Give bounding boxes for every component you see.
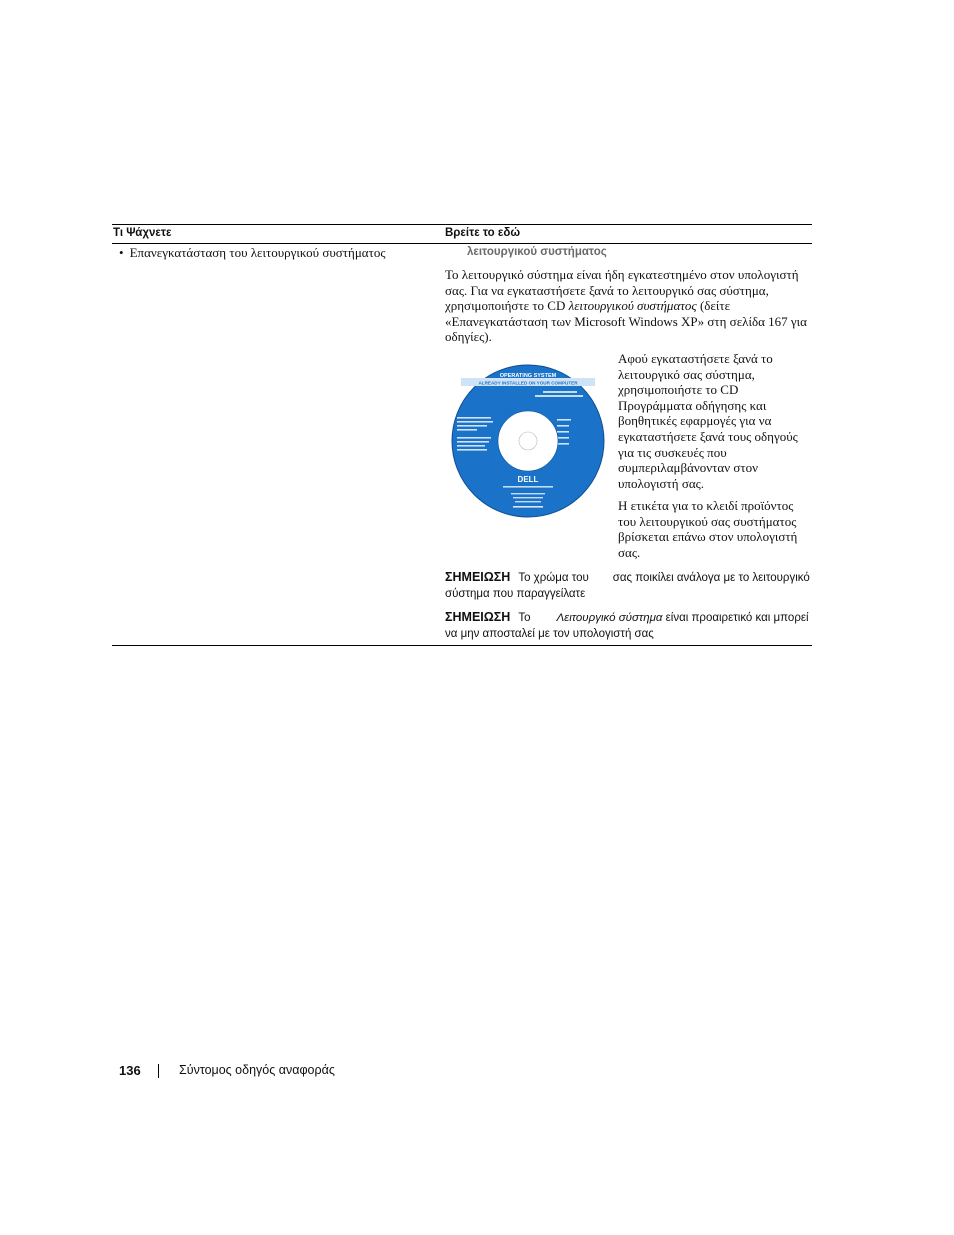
- cd-brand-logo: DELL: [517, 475, 539, 484]
- note-optional-cd: ΣΗΜΕΙΩΣΗ Το Λειτουργικό σύστημα είναι προαιρετικό και μπορεί να μην αποσταλεί με τον υπολογιστή σας: [445, 610, 809, 640]
- note-label: ΣΗΜΕΙΩΣΗ: [445, 610, 511, 624]
- bullet-icon: •: [119, 245, 124, 260]
- list-item: [119, 245, 385, 261]
- note-label: ΣΗΜΕΙΩΣΗ: [445, 570, 511, 584]
- table-top-rule: [112, 224, 812, 225]
- column-header-what: Τι Ψάχνετε: [113, 227, 172, 239]
- table-header-rule: [112, 243, 812, 244]
- note-cd-color: ΣΗΜΕΙΩΣΗ Το χρώμα του σας ποικίλει ανάλογα με το λειτουργικό σύστημα που παραγγείλατε: [445, 570, 810, 600]
- column-header-where: Βρείτε το εδώ: [445, 227, 521, 239]
- list-item-text: Επανεγκατάσταση του λειτουργικού συστήματος: [129, 245, 386, 260]
- footer-separator: [158, 1064, 159, 1078]
- cd-banner: ALREADY INSTALLED ON YOUR COMPUTER: [478, 380, 578, 386]
- footer-title: Σύντομος οδηγός αναφοράς: [179, 1063, 335, 1077]
- page-number: 136: [119, 1063, 141, 1078]
- paragraph-product-key: Η ετικέτα για το κλειδί προϊόντος του λειτουργικού σας συστήματος βρίσκεται επάνω στον υπολογιστή σας.: [618, 498, 798, 560]
- paragraph-os-intro: Το λειτουργικό σύστημα είναι ήδη εγκατεστημένο στον υπολογιστή σας. Για να εγκαταστήσετε ξανά το λειτουργικό σας σύστημα, χρησιμοποιήστε το CD λειτουργικού συστήματος (δείτε «Επανεγκατάσταση των Microsoft Windows XP» στη σελίδα 167 για οδηγίες).: [445, 267, 807, 345]
- cd-title: OPERATING SYSTEM: [499, 373, 557, 379]
- operating-system-cd-image: [451, 364, 605, 518]
- paragraph-drivers: Αφού εγκαταστήσετε ξανά το λειτουργικό σας σύστημα, χρησιμοποιήστε το CD Προγράμματα οδήγησης και βοηθητικές εφαρμογές για να εγκαταστήσετε ξανά τους οδηγούς για τις συσκευές που συμπεριλαμβάνονταν στον υπολογιστή σας.: [618, 351, 798, 491]
- table-bottom-rule: [112, 645, 812, 646]
- section-heading: λειτουργικού συστήματος: [467, 246, 607, 258]
